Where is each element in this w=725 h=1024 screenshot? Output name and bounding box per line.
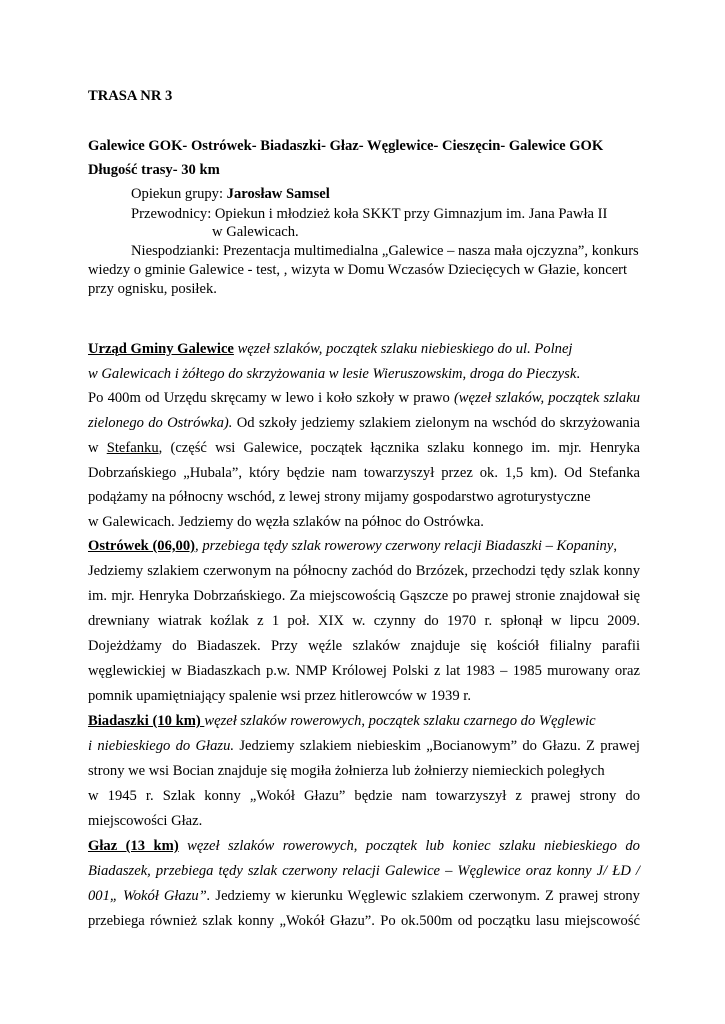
section-urzad-line-8: w Galewicach. Jedziemy do węzła szlaków na północ do Ostrówka. (88, 514, 484, 530)
text: Jedziemy w kierunku Węglewic szlakiem czerwonym. Z prawej strony (210, 888, 640, 904)
italic-text: 001„ Wokół Głazu”. (88, 888, 211, 904)
section-urzad-line-2 (88, 366, 640, 383)
section-urzad-line-1 (88, 341, 640, 358)
surprises-line: Niespodzianki: Prezentacja multimedialna „Galewice – nasza mała ojczyzna”, konkurs (131, 243, 639, 259)
section-biadaszki-line-1 (88, 713, 640, 730)
section-ostrowek-line-5: Dojeżdżamy do Biadaszek. Przy węźle szlaków znajduje się kościół filialny parafii (88, 638, 640, 654)
guides-line: Przewodnicy: Opiekun i młodzież koła SKKT przy Gimnazjum im. Jana Pawła II (131, 206, 608, 222)
section-ostrowek-line-1 (88, 538, 640, 555)
text: , (część wsi Galewice, początek łącznika szlaku konnego im. mjr. Henryka (158, 440, 640, 456)
section-biadaszki-line-3: strony we wsi Bocian znajduje się mogiła żołnierza lub żołnierzy niemieckich poległych (88, 763, 605, 779)
section-ostrowek-line-2: Jedziemy szlakiem czerwonym na północny zachód do Brzózek, przechodzi tędy szlak konny (88, 563, 640, 579)
italic-text: węzeł szlaków rowerowych, początek lub koniec szlaku niebieskiego do (178, 838, 640, 854)
section-ostrowek-line-4: drewniany wiatrak koźlak z 1 poł. XIX w. czynny do 1970 r. spłonął w lipcu 2009. (88, 613, 640, 629)
surprises-line-2: wiedzy o gminie Galewice - test, , wizyta w Domu Wczasów Dziecięcych w Głazie, koncert (88, 262, 628, 278)
italic-text: , przebiega tędy szlak rowerowy czerwony relacji Biadaszki – Kopaniny (195, 538, 614, 554)
route-line: Galewice GOK- Ostrówek- Biadaszki- Głaz- Węglewice- Cieszęcin- Galewice GOK (88, 138, 604, 154)
italic-text: węzeł szlaków, początek szlaku niebieskiego do ul. Polnej (233, 341, 573, 357)
section-biadaszki-line-5: miejscowości Głaz. (88, 813, 203, 829)
italic-text: w Galewicach i żółtego do skrzyżowania w lesie Wieruszowskim, droga do Pieczysk (88, 366, 577, 382)
section-urzad-line-4 (88, 415, 640, 432)
section-heading-ostrowek: Ostrówek (06,00) (88, 538, 196, 554)
document-title: TRASA NR 3 (88, 88, 173, 104)
section-heading-urzad: Urząd Gminy Galewice (88, 341, 234, 357)
section-heading-biadaszki: Biadaszki (10 km) (88, 713, 205, 729)
section-urzad-line-5 (88, 440, 640, 457)
section-urzad-line-7: podążamy na północny wschód, z lewej strony mijamy gospodarstwo agroturystyczne (88, 489, 591, 505)
guardian-name: Jarosław Samsel (226, 186, 330, 202)
guardian-line (131, 186, 640, 203)
guides-line-cont: w Galewicach. (212, 224, 299, 240)
underlined-place: Stefanku (106, 440, 159, 456)
italic-text: (węzeł szlaków, początek szlaku (453, 390, 640, 406)
italic-text: Biadaszek, przebiega tędy szlak czerwony relacji Galewice – Węglewice oraz konny J/ ŁD / (88, 863, 640, 879)
section-heading-glaz: Głaz (13 km) (88, 838, 179, 854)
guardian-label: Opiekun grupy: (131, 186, 227, 202)
section-biadaszki-line-2 (88, 738, 640, 755)
section-urzad-line-3 (88, 390, 640, 407)
italic-text: i niebieskiego do Głazu. (88, 738, 235, 754)
section-ostrowek-line-6: węglewickiej w Biadaszkach p.w. NMP Królowej Polski z lat 1983 – 1985 murowany oraz (88, 663, 640, 679)
text: Od szkoły jedziemy szlakiem zielonym na wschód do skrzyżowania (232, 415, 640, 431)
section-glaz-line-3 (88, 888, 640, 905)
text: Jedziemy szlakiem niebieskim „Bocianowym” do Głazu. Z prawej (234, 738, 640, 754)
section-ostrowek-line-7: pomnik upamiętniający spalenie wsi przez hitlerowców w 1939 r. (88, 688, 471, 704)
route-length: Długość trasy- 30 km (88, 162, 220, 178)
section-biadaszki-line-4: w 1945 r. Szlak konny „Wokół Głazu” będzie nam towarzyszył z prawej strony do (88, 788, 640, 804)
italic-text: węzeł szlaków rowerowych (204, 713, 362, 729)
text: , (361, 713, 369, 729)
italic-text: początek szlaku czarnego do Węglewic (368, 713, 596, 729)
section-glaz-line-1 (88, 838, 640, 855)
section-urzad-line-6: Dobrzańskiego „Hubala”, który będzie nam towarzyszył przez ok. 1,5 km). Od Stefanka (88, 465, 640, 481)
text: w (88, 440, 107, 456)
section-ostrowek-line-3: im. mjr. Henryka Dobrzańskiego. Za miejscowością Gąszcze po prawej stronie znajdował się (88, 588, 640, 604)
section-glaz-line-4: przebiega również szlak konny „Wokół Głazu”. Po ok.500m od początku lasu miejscowość (88, 913, 640, 929)
text: , (613, 538, 617, 554)
italic-text: zielonego do Ostrówka). (88, 415, 233, 431)
surprises-line-3: przy ognisku, posiłek. (88, 281, 217, 297)
text: . (576, 366, 580, 382)
section-glaz-line-2 (88, 863, 640, 880)
text: Po 400m od Urzędu skręcamy w lewo i koło szkoły w prawo (88, 390, 454, 406)
